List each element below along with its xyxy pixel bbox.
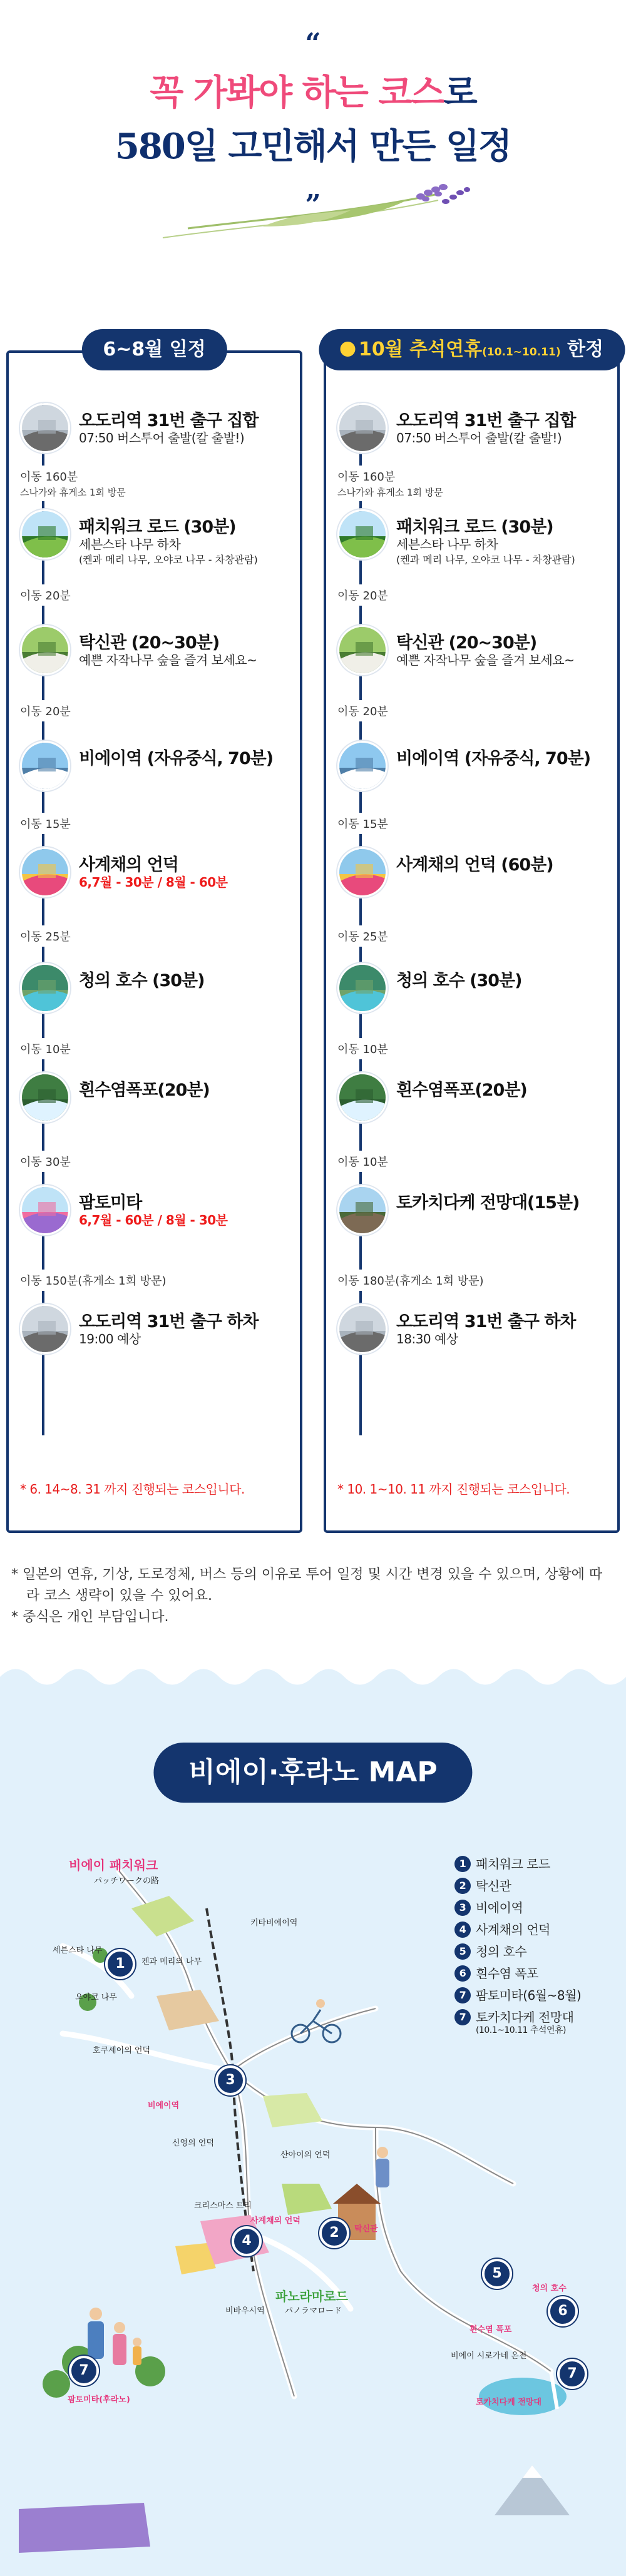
bus-station-icon	[337, 403, 387, 453]
itinerary-stop	[20, 741, 295, 810]
title-highlight: 꼭 가봐야 하는 코스	[150, 72, 444, 113]
stop-title: 패치워크 로드 (30분)	[396, 517, 553, 537]
travel-time-label: 이동 20분	[20, 705, 71, 718]
travel-time	[20, 1270, 167, 1291]
map-label-shirogane: 비에이 시로가네 온천	[451, 2351, 527, 2361]
map-label-shirahige: 흰수염 폭포	[470, 2325, 512, 2334]
travel-time-label: 이동 150분(휴게소 1회 방문)	[20, 1275, 167, 1288]
tree-icon	[20, 509, 70, 559]
heading-dates: (10.1~10.11)	[482, 346, 561, 359]
travel-time-label: 이동 15분	[337, 818, 388, 831]
travel-time	[337, 584, 388, 606]
itinerary-stop	[20, 1072, 295, 1141]
travel-time	[337, 813, 388, 834]
itinerary-stop	[20, 963, 295, 1032]
stop-detail: 6,7월 - 60분 / 8월 - 30분	[79, 1213, 228, 1228]
station-icon	[20, 741, 70, 791]
itinerary-stop	[337, 1072, 613, 1141]
stop-detail: 07:50 버스투어 출발(칼 출발!)	[396, 430, 562, 445]
summer-itinerary	[6, 339, 302, 1533]
stop-title: 오도리역 31번 출구 하차	[396, 1312, 576, 1331]
stop-title: 사계채의 언덕	[79, 855, 178, 875]
flower-hill-icon	[337, 847, 387, 897]
forest-icon	[20, 625, 70, 675]
itinerary-stop	[337, 1185, 613, 1254]
itinerary-stop	[20, 1304, 295, 1373]
itinerary-stop	[337, 509, 613, 578]
lavender-icon	[20, 1185, 70, 1235]
travel-time	[337, 466, 443, 501]
travel-time-label: 이동 20분	[20, 589, 71, 603]
itinerary-stop	[20, 847, 295, 916]
travel-time-label: 이동 25분	[337, 930, 388, 944]
open-quote: “	[305, 28, 321, 59]
october-itinerary-heading	[319, 329, 625, 370]
legend-note: (10.1~10.11 추석연휴)	[476, 2025, 566, 2035]
travel-time-label: 이동 160분	[20, 471, 78, 484]
stop-detail: 세븐스타 나무 하차	[79, 537, 181, 552]
wave-divider	[0, 1658, 626, 1696]
stop-title: 비에이역 (자유중식, 70분)	[396, 749, 591, 768]
legend-item	[454, 1855, 623, 1876]
travel-time-label: 이동 180분(휴게소 1회 방문)	[337, 1275, 484, 1288]
legend-item	[454, 1942, 623, 1964]
bus-station-icon	[337, 1304, 387, 1354]
travel-time	[20, 1151, 71, 1172]
legend-item	[454, 2008, 623, 2035]
legend-number: 7	[454, 2009, 471, 2025]
map-label-aoiike: 청의 호수	[532, 2284, 567, 2293]
footnote: * 중식은 개인 부담입니다.	[11, 1609, 169, 1625]
stop-detail: 예쁜 자작나무 숲을 즐겨 보세요~	[79, 653, 257, 668]
legend-number: 4	[454, 1922, 471, 1938]
map-label-patchwork-jp: パッチワークの路	[94, 1876, 160, 1886]
travel-time	[20, 466, 126, 501]
map-pin-shirahige[interactable]: 6	[548, 2296, 578, 2326]
tree-icon	[337, 509, 387, 559]
legend-number: 3	[454, 1900, 471, 1916]
map-label-christmas: 크리스마스 트리	[194, 2201, 252, 2211]
stop-title: 비에이역 (자유중식, 70분)	[79, 749, 274, 768]
legend-item	[454, 1986, 623, 2008]
itinerary-stop	[20, 403, 295, 472]
stop-title: 사계채의 언덕 (60분)	[396, 855, 553, 875]
legend-number: 6	[454, 1965, 471, 1982]
legend-item	[454, 1876, 623, 1898]
travel-time-label: 이동 20분	[337, 589, 388, 603]
summer-itinerary-heading: 6~8월 일정	[81, 329, 227, 370]
lake-icon	[20, 963, 70, 1013]
stop-title: 패치워크 로드 (30분)	[79, 517, 236, 537]
travel-time	[337, 1038, 388, 1059]
stop-title: 탁신관 (20~30분)	[79, 633, 220, 653]
travel-time	[337, 1151, 388, 1172]
stop-title: 청의 호수 (30분)	[396, 971, 522, 990]
map-pin-tomita[interactable]: 7	[69, 2356, 99, 2386]
legend-label: 사계채의 언덕	[476, 1922, 550, 1937]
legend-item	[454, 1898, 623, 1920]
map-pin-aoiike[interactable]: 5	[482, 2259, 512, 2289]
map-section	[0, 1658, 626, 2576]
legend-number: 5	[454, 1943, 471, 1960]
stop-title: 흰수염폭포(20분)	[396, 1081, 527, 1100]
travel-time-label: 이동 25분	[20, 930, 71, 944]
map-label-panorama: 파노라마로드	[275, 2289, 348, 2304]
footnotes	[11, 1564, 612, 1628]
itinerary-stop	[20, 509, 295, 578]
waterfall-icon	[337, 1072, 387, 1123]
itinerary-stop	[337, 847, 613, 916]
legend-label: 토카치다케 전망대	[476, 2010, 574, 2025]
station-icon	[337, 741, 387, 791]
map-label-patchwork: 비에이 패치워크	[69, 1858, 158, 1873]
legend-number: 1	[454, 1856, 471, 1872]
legend-label: 패치워크 로드	[476, 1856, 550, 1871]
stop-detail: 18:30 예상	[396, 1331, 458, 1347]
travel-time-label: 이동 10분	[337, 1156, 388, 1169]
map-label-shikisai: 사계채의 언덕	[250, 2216, 300, 2226]
stop-detail: 세븐스타 나무 하차	[396, 537, 498, 552]
map-label-bibaushi: 비바우시역	[225, 2306, 265, 2316]
stop-title: 탁신관 (20~30분)	[396, 633, 537, 653]
legend-item	[454, 1964, 623, 1986]
map-label-panorama-jp: パノラマロード	[285, 2306, 342, 2316]
map-label-tomita: 팜토미타(후라노)	[68, 2395, 130, 2405]
itinerary-stop	[337, 741, 613, 810]
itinerary-stop	[337, 1304, 613, 1373]
stop-title: 토카치다케 전망대(15분)	[396, 1193, 580, 1213]
travel-time	[20, 584, 71, 606]
stop-detail: 19:00 예상	[79, 1331, 141, 1347]
stop-detail: 07:50 버스투어 출발(칼 출발!)	[79, 430, 245, 445]
october-period-note: * 10. 1~10. 11 까지 진행되는 코스입니다.	[337, 1482, 570, 1497]
stop-title: 오도리역 31번 출구 하차	[79, 1312, 259, 1331]
map-pin-takushinkan[interactable]: 2	[319, 2218, 349, 2248]
rest-stop-note: 스나가와 휴게소 1회 방문	[20, 487, 126, 498]
moon-icon	[340, 342, 355, 357]
itinerary-stop	[337, 403, 613, 472]
page-title-line2: 580일 고민해서 만든 일정	[115, 126, 511, 167]
travel-time-label: 이동 10분	[337, 1043, 388, 1056]
map-title: 비에이·후라노 MAP	[153, 1743, 472, 1803]
legend-label: 비에이역	[476, 1900, 523, 1915]
waterfall-icon	[20, 1072, 70, 1123]
map-pin-tokachidake[interactable]: 7	[557, 2359, 587, 2389]
map-label-oyako: 오야코 나무	[75, 1993, 117, 2002]
legend-label: 탁신관	[476, 1878, 511, 1893]
travel-time	[20, 925, 71, 947]
travel-time-label: 이동 30분	[20, 1156, 71, 1169]
itinerary-stop	[20, 1185, 295, 1254]
map-label-kenmary: 켄과 메리의 나무	[141, 1957, 202, 1967]
bus-station-icon	[20, 403, 70, 453]
map-pin-shikisai[interactable]: 4	[232, 2226, 262, 2256]
map-label-biei-station: 비에이역	[148, 2101, 180, 2110]
map-label-tokachidake: 토카치다케 전망대	[476, 2398, 541, 2407]
footnote: * 일본의 연휴, 기상, 도로정체, 버스 등의 이유로 투어 일정 및 시간 변경 있을 수 있으며, 상황에 따라 코스 생략이 있을 수 있어요.	[11, 1567, 603, 1604]
header	[0, 0, 626, 263]
legend-item	[454, 1920, 623, 1942]
legend-label: 팜토미타(6월~8월)	[476, 1988, 582, 2003]
legend-label: 청의 호수	[476, 1944, 527, 1959]
legend-label: 흰수염 폭포	[476, 1966, 538, 1981]
itinerary-stop	[20, 625, 295, 694]
legend-number: 7	[454, 1987, 471, 2003]
stop-title: 흰수염폭포(20분)	[79, 1081, 210, 1100]
heading-highlight: 10월 추석연휴	[359, 339, 483, 360]
stop-detail-note: (켄과 메리 나무, 오야코 나무 - 차창관람)	[79, 554, 258, 566]
travel-time	[20, 700, 71, 721]
stop-title: 오도리역 31번 출구 집합	[396, 411, 576, 430]
bus-station-icon	[20, 1304, 70, 1354]
map-label-hokusei: 호쿠세이의 언덕	[93, 2046, 151, 2055]
lake-icon	[337, 963, 387, 1013]
travel-time	[337, 1270, 484, 1291]
october-itinerary	[324, 339, 620, 1533]
forest-icon	[337, 625, 387, 675]
travel-time-label: 이동 20분	[337, 705, 388, 718]
map-label-takushinkan: 탁신관	[354, 2224, 378, 2234]
rest-stop-note: 스나가와 휴게소 1회 방문	[337, 487, 443, 498]
map-pin-biei-station[interactable]: 3	[215, 2065, 245, 2095]
map-label-shinei: 신영의 언덕	[172, 2139, 214, 2148]
heading-suffix: 한정	[560, 339, 603, 360]
flower-hill-icon	[20, 847, 70, 897]
map-label-sanai: 산아이의 언덕	[280, 2151, 331, 2160]
stop-detail: 예쁜 자작나무 숲을 즐겨 보세요~	[396, 653, 575, 668]
page-title-line1	[0, 65, 626, 115]
itinerary-stop	[337, 963, 613, 1032]
map-legend	[454, 1855, 623, 2035]
travel-time	[337, 700, 388, 721]
map-label-sevenstar: 세븐스타 나무	[53, 1946, 103, 1955]
travel-time	[337, 925, 388, 947]
travel-time-label: 이동 10분	[20, 1043, 71, 1056]
travel-time	[20, 813, 71, 834]
travel-time-label: 이동 160분	[337, 471, 396, 484]
close-quote: ”	[305, 189, 321, 221]
legend-number: 2	[454, 1878, 471, 1894]
stop-detail: 6,7월 - 30분 / 8월 - 60분	[79, 875, 228, 890]
travel-time	[20, 1038, 71, 1059]
stop-title: 팜토미타	[79, 1193, 142, 1213]
itinerary-stop	[337, 625, 613, 694]
map-label-kitabiei: 키타비에이역	[250, 1918, 298, 1928]
summer-period-note: * 6. 14~8. 31 까지 진행되는 코스입니다.	[20, 1482, 245, 1497]
title-suffix: 로	[443, 72, 476, 113]
stop-title: 오도리역 31번 출구 집합	[79, 411, 259, 430]
stop-detail-note: (켄과 메리 나무, 오야코 나무 - 차창관람)	[396, 554, 575, 566]
mountain-icon	[337, 1185, 387, 1235]
map-pin-patchwork[interactable]: 1	[105, 1949, 135, 1979]
stop-title: 청의 호수 (30분)	[79, 971, 205, 990]
travel-time-label: 이동 15분	[20, 818, 71, 831]
